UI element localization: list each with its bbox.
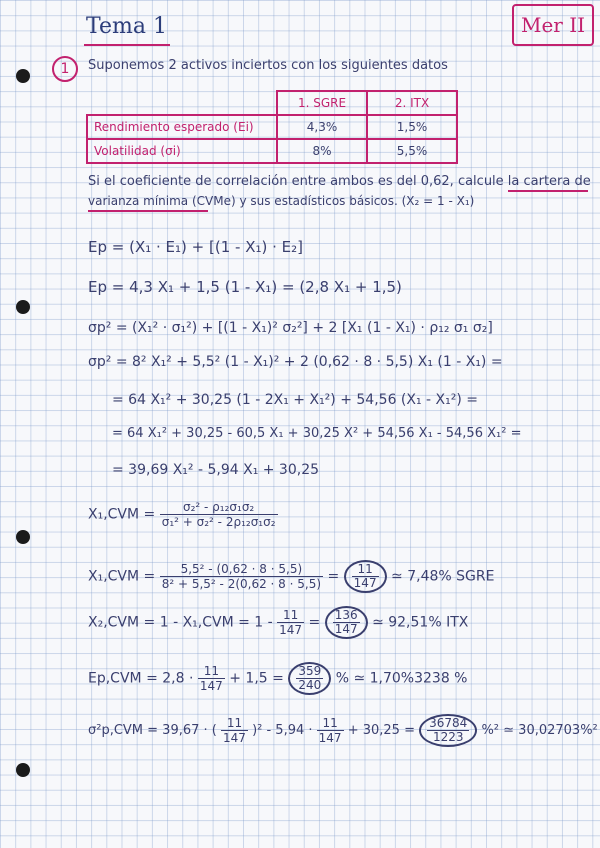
ep-numerator: 11 bbox=[198, 664, 225, 679]
assets-table bbox=[86, 90, 458, 164]
x1c-equals: = bbox=[327, 568, 340, 585]
row-value: 1,5% bbox=[367, 115, 457, 139]
circle-denominator: 1223 bbox=[432, 730, 464, 744]
ep-fraction bbox=[198, 664, 225, 693]
result-circle bbox=[325, 606, 368, 639]
row-label: Rendimiento esperado (Ei) bbox=[87, 115, 277, 139]
x2-numerator: 11 bbox=[277, 608, 304, 623]
var-result: %² ≃ 30,02703%² bbox=[481, 723, 598, 738]
table-row bbox=[87, 139, 457, 163]
x1c-label: X₁,CVM = bbox=[88, 568, 156, 585]
result-circle bbox=[344, 560, 387, 593]
equation-variance-expanded-2: = 64 X₁² + 30,25 - 60,5 X₁ + 30,25 X² + 54,56 X₁ - 54,56 X₁² = bbox=[112, 426, 522, 441]
x1c-denominator: 8² + 5,5² - 2(0,62 · 8 · 5,5) bbox=[161, 577, 322, 591]
var-denominator-2: 147 bbox=[318, 731, 342, 745]
var-denominator: 147 bbox=[223, 731, 246, 745]
x2-denominator: 147 bbox=[279, 623, 303, 637]
statement-line-1: Si el coeficiente de correlación entre ambos es del 0,62, calcule la cartera de bbox=[88, 174, 591, 189]
var-fraction-2 bbox=[317, 716, 344, 745]
equation-ep-computed bbox=[88, 662, 467, 695]
row-value: 5,5% bbox=[367, 139, 457, 163]
equation-x1-computed bbox=[88, 560, 494, 593]
circle-denominator: 240 bbox=[298, 678, 322, 692]
statement-line-2: varianza mínima (CVMe) y sus estadísticos básicos. (X₂ = 1 - X₁) bbox=[88, 194, 475, 208]
highlight-underline bbox=[88, 210, 208, 212]
equation-variance: σp² = (X₁² · σ₁²) + [(1 - X₁)² σ₂²] + 2 [X₁ (1 - X₁) · ρ₁₂ σ₁ σ₂] bbox=[88, 320, 493, 336]
equation-x1-formula bbox=[88, 500, 278, 529]
x1-numerator: σ₂² - ρ₁₂σ₁σ₂ bbox=[160, 500, 278, 515]
problem-intro: Suponemos 2 activos inciertos con los siguientes datos bbox=[88, 58, 448, 73]
ep-plus: + 1,5 = bbox=[229, 670, 284, 687]
table-header-sgre: 1. SGRE bbox=[277, 91, 367, 115]
var-label: σ²p,CVM = 39,67 · ( bbox=[88, 723, 217, 738]
title-underline bbox=[84, 44, 170, 46]
x1c-result: ≃ 7,48% SGRE bbox=[391, 568, 495, 585]
ep-result: % ≃ 1,70%3238 % bbox=[335, 670, 468, 687]
equation-expected-return-simplified: Ep = 4,3 X₁ + 1,5 (1 - X₁) = (2,8 X₁ + 1,5) bbox=[88, 278, 402, 296]
row-label: Volatilidad (σi) bbox=[87, 139, 277, 163]
page-title: Tema 1 bbox=[86, 14, 167, 39]
var-numerator-2: 11 bbox=[317, 716, 344, 731]
x2-equals: = bbox=[308, 614, 321, 631]
ep-denominator: 147 bbox=[199, 679, 223, 693]
x1-label: X₁,CVM = bbox=[88, 506, 156, 523]
circle-denominator: 147 bbox=[353, 576, 377, 590]
circle-numerator: 136 bbox=[334, 608, 358, 622]
x1c-numerator: 5,5² - (0,62 · 8 · 5,5) bbox=[160, 562, 323, 577]
table-row bbox=[87, 115, 457, 139]
var-numerator: 11 bbox=[221, 716, 248, 731]
x1-denominator: σ₁² + σ₂² - 2ρ₁₂σ₁σ₂ bbox=[161, 515, 276, 529]
var-mid: )² - 5,94 · bbox=[252, 723, 313, 738]
equation-variance-substituted: σp² = 8² X₁² + 5,5² (1 - X₁)² + 2 (0,62 · 8 · 5,5) X₁ (1 - X₁) = bbox=[88, 354, 503, 370]
equation-variance-computed bbox=[88, 714, 598, 747]
equation-x2-computed bbox=[88, 606, 468, 639]
binder-hole bbox=[16, 300, 30, 314]
circle-numerator: 359 bbox=[298, 664, 322, 678]
problem-number: 1 bbox=[52, 56, 78, 82]
x2-result: ≃ 92,51% ITX bbox=[372, 614, 469, 631]
x1c-fraction bbox=[160, 562, 323, 591]
var-plus: + 30,25 = bbox=[347, 723, 415, 738]
result-circle bbox=[288, 662, 331, 695]
subject-badge: Mer II bbox=[512, 4, 594, 46]
table-corner bbox=[87, 91, 277, 115]
table-header-itx: 2. ITX bbox=[367, 91, 457, 115]
circle-denominator: 147 bbox=[334, 622, 358, 636]
circle-numerator: 11 bbox=[352, 563, 379, 577]
binder-hole bbox=[16, 69, 30, 83]
x2-label: X₂,CVM = 1 - X₁,CVM = 1 - bbox=[88, 614, 273, 631]
result-circle bbox=[419, 714, 477, 747]
x1-fraction bbox=[160, 500, 278, 529]
circle-numerator: 36784 bbox=[429, 716, 468, 730]
equation-expected-return: Ep = (X₁ · E₁) + [(1 - X₁) · E₂] bbox=[88, 238, 303, 256]
ep-label: Ep,CVM = 2,8 · bbox=[88, 670, 194, 687]
equation-variance-final: = 39,69 X₁² - 5,94 X₁ + 30,25 bbox=[112, 462, 320, 478]
x2-fraction bbox=[277, 608, 304, 637]
equation-variance-expanded: = 64 X₁² + 30,25 (1 - 2X₁ + X₁²) + 54,56 (X₁ - X₁²) = bbox=[112, 392, 478, 408]
row-value: 4,3% bbox=[277, 115, 367, 139]
binder-hole bbox=[16, 763, 30, 777]
highlight-underline bbox=[508, 190, 588, 192]
binder-hole bbox=[16, 530, 30, 544]
row-value: 8% bbox=[277, 139, 367, 163]
var-fraction bbox=[221, 716, 248, 745]
